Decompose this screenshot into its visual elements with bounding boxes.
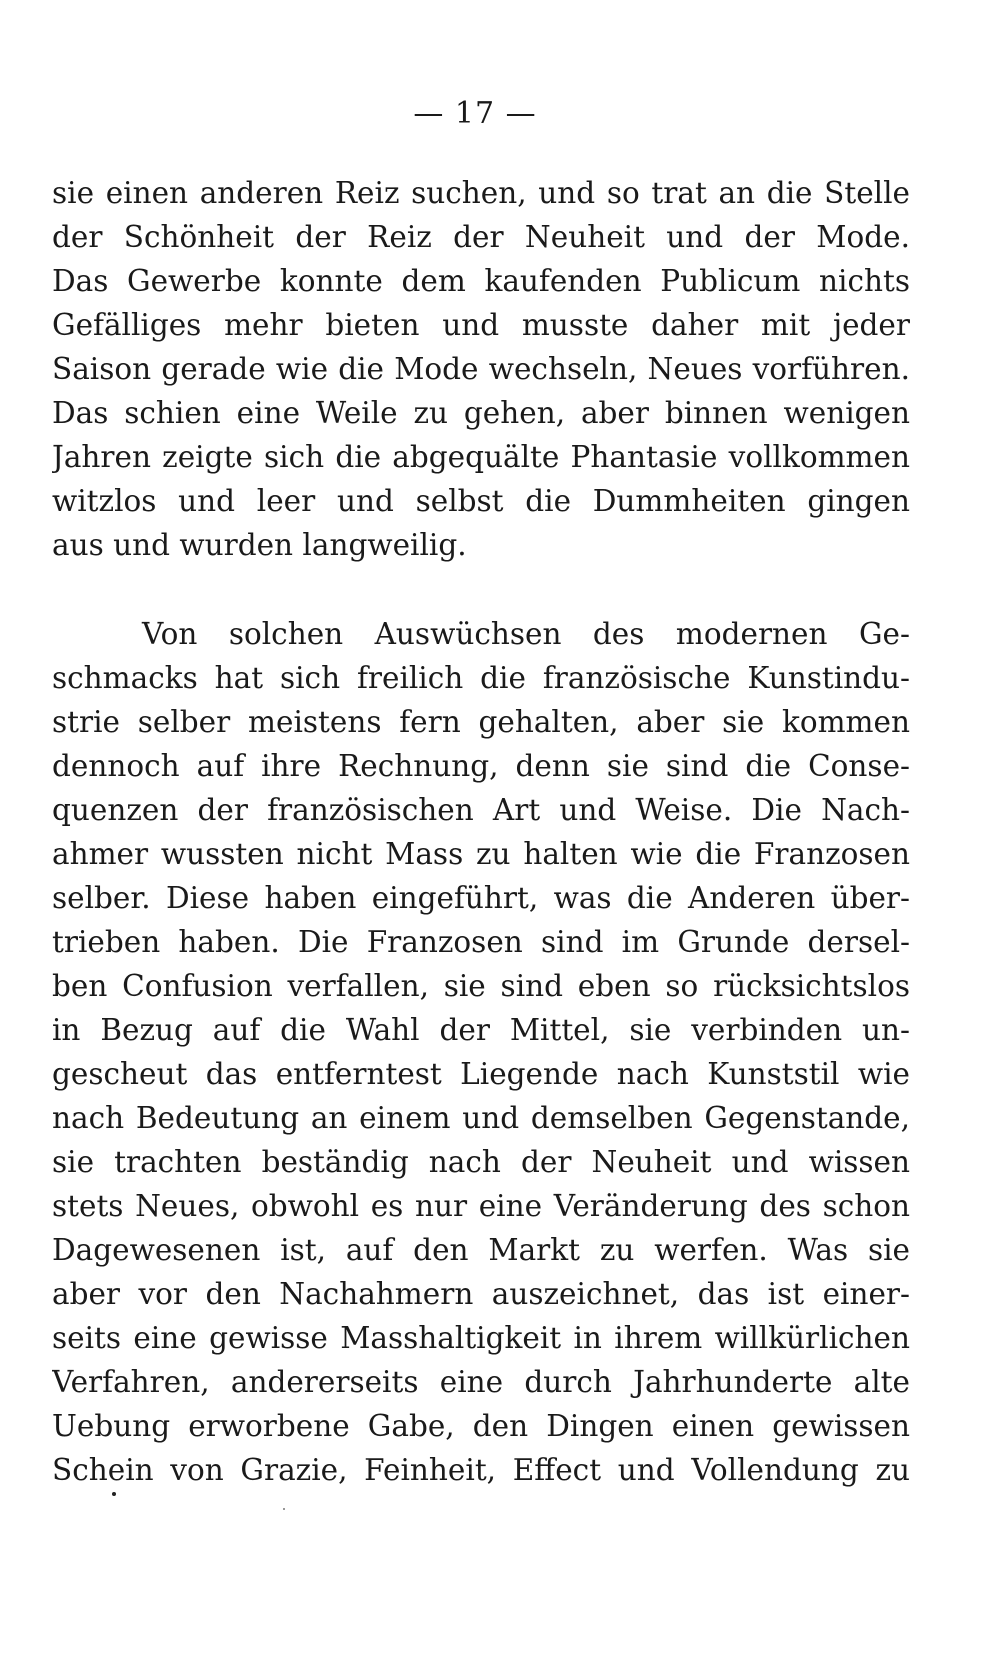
text-line: Saison gerade wie die Mode wechseln, Neues vorführen. bbox=[52, 352, 910, 386]
text-line: Das Gewerbe konnte dem kaufenden Publicum nichts bbox=[52, 264, 910, 298]
text-line: stets Neues, obwohl es nur eine Veränderung des schon bbox=[52, 1189, 910, 1223]
text-line: schmacks hat sich freilich die französische Kunstindu- bbox=[52, 661, 910, 695]
text-line: Uebung erworbene Gabe, den Dingen einen gewissen bbox=[52, 1409, 910, 1443]
text-line: trieben haben. Die Franzosen sind im Grunde dersel- bbox=[52, 925, 910, 959]
text-line: ben Confusion verfallen, sie sind eben so rücksichtslos bbox=[52, 969, 910, 1003]
text-line: sie einen anderen Reiz suchen, und so trat an die Stelle bbox=[52, 176, 910, 210]
text-line: strie selber meistens fern gehalten, aber sie kommen bbox=[52, 705, 910, 739]
text-line: der Schönheit der Reiz der Neuheit und der Mode. bbox=[52, 220, 910, 254]
text-line: Jahren zeigte sich die abgequälte Phantasie vollkommen bbox=[52, 440, 910, 474]
text-line: aber vor den Nachahmern auszeichnet, das ist einer- bbox=[52, 1277, 910, 1311]
text-line: Von solchen Auswüchsen des modernen Ge- bbox=[142, 617, 910, 651]
ink-speck bbox=[112, 1492, 116, 1496]
text-line: Dagewesenen ist, auf den Markt zu werfen. Was sie bbox=[52, 1233, 910, 1267]
text-line: quenzen der französischen Art und Weise. Die Nach- bbox=[52, 793, 910, 827]
text-line: selber. Diese haben eingeführt, was die Anderen über- bbox=[52, 881, 910, 915]
text-line: in Bezug auf die Wahl der Mittel, sie verbinden un- bbox=[52, 1013, 910, 1047]
text-line: Verfahren, andererseits eine durch Jahrhunderte alte bbox=[52, 1365, 910, 1399]
paragraph-2 bbox=[52, 612, 910, 1492]
ink-speck bbox=[283, 1508, 285, 1510]
paragraph-1 bbox=[52, 171, 910, 567]
text-line: seits eine gewisse Masshaltigkeit in ihrem willkürlichen bbox=[52, 1321, 910, 1355]
text-line: ahmer wussten nicht Mass zu halten wie die Franzosen bbox=[52, 837, 910, 871]
text-line: nach Bedeutung an einem und demselben Gegenstande, bbox=[52, 1101, 910, 1135]
text-line: sie trachten beständig nach der Neuheit und wissen bbox=[52, 1145, 910, 1179]
text-line: Schein von Grazie, Feinheit, Effect und Vollendung zu bbox=[52, 1453, 910, 1487]
text-line: aus und wurden langweilig. bbox=[52, 528, 467, 562]
text-line: Das schien eine Weile zu gehen, aber binnen wenigen bbox=[52, 396, 910, 430]
text-line: witzlos und leer und selbst die Dummheiten gingen bbox=[52, 484, 910, 518]
text-line: gescheut das entferntest Liegende nach Kunststil wie bbox=[52, 1057, 910, 1091]
page-number: — 17 — bbox=[413, 96, 537, 131]
text-line: Gefälliges mehr bieten und musste daher mit jeder bbox=[52, 308, 910, 342]
text-line: dennoch auf ihre Rechnung, denn sie sind die Conse- bbox=[52, 749, 910, 783]
